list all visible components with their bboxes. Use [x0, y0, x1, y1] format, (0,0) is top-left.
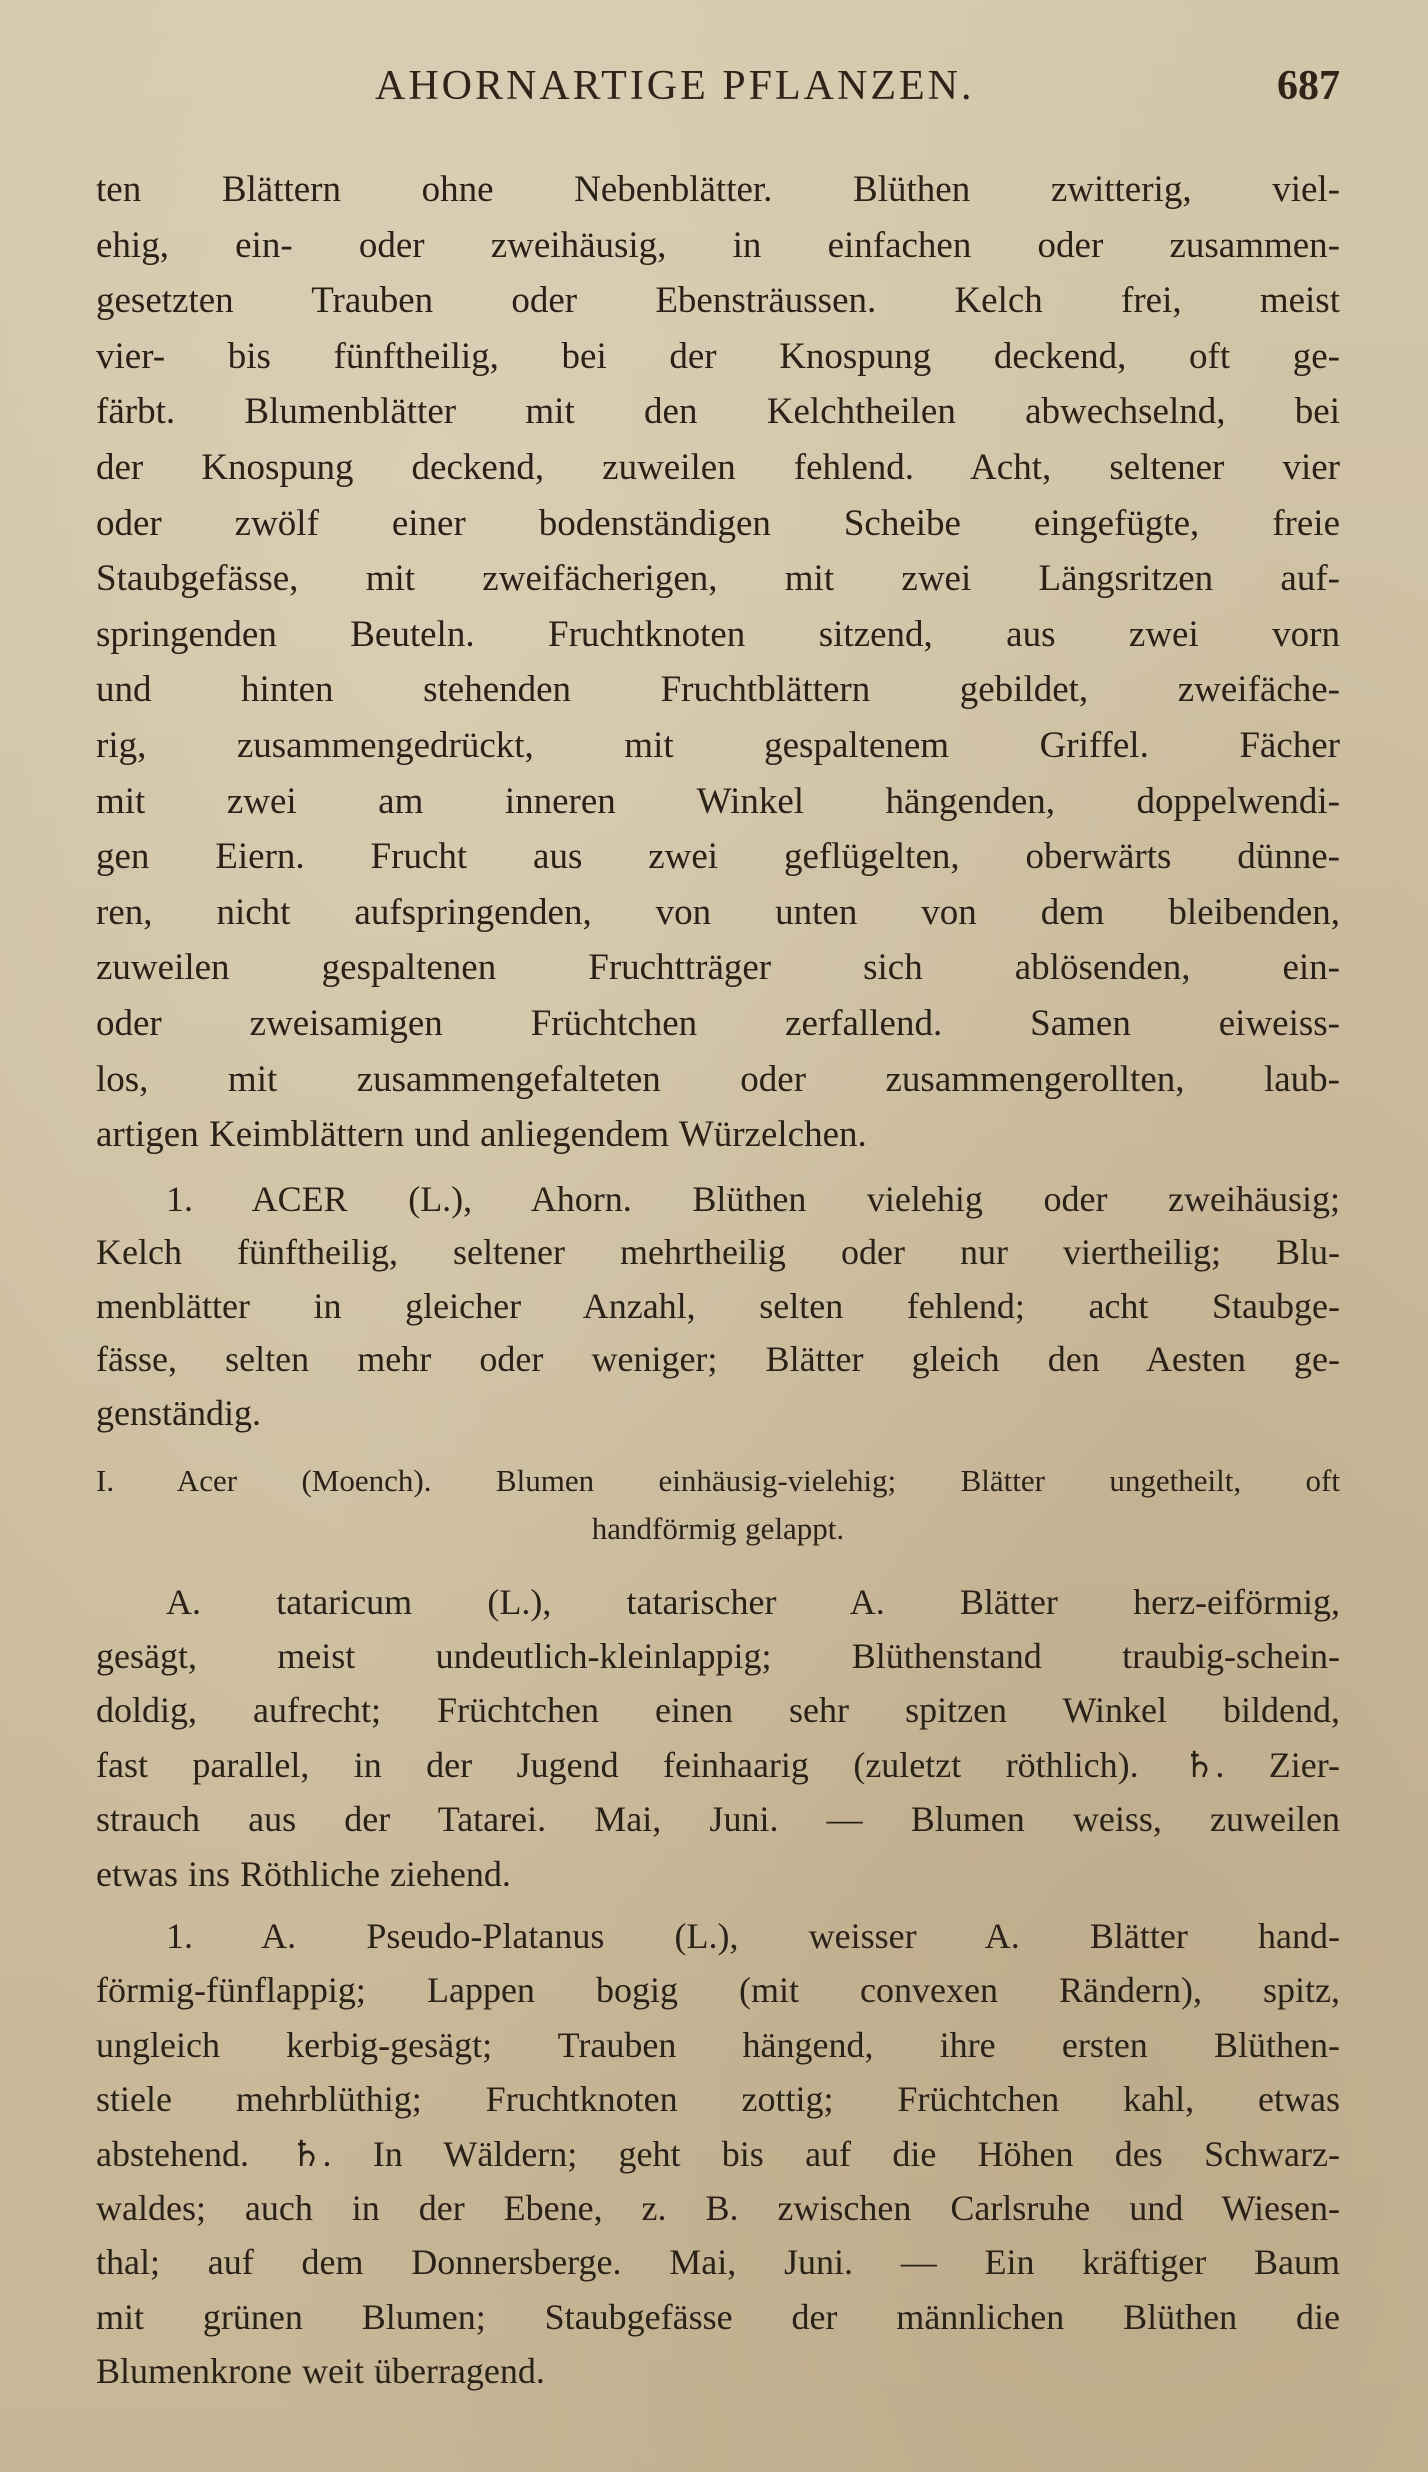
text-line: genständig.	[96, 1393, 261, 1434]
text-line: menblätter in gleicher Anzahl, selten fehlend; acht Staubge-	[96, 1285, 1340, 1326]
text-line: oder zwölf einer bodenständigen Scheibe eingefügte, freie	[96, 502, 1340, 544]
species-pseudo-platanus	[96, 1909, 1340, 2399]
text-line: artigen Keimblättern und anliegendem Würzelchen.	[96, 1114, 867, 1156]
running-title: AHORNARTIGE PFLANZEN.	[375, 63, 975, 109]
subgenus-heading	[96, 1457, 1340, 1553]
text-line: ungleich kerbig-gesägt; Trauben hängend, ihre ersten Blüthen-	[96, 2024, 1340, 2065]
text-line: etwas ins Röthliche ziehend.	[96, 1853, 511, 1894]
genus-acer-description	[96, 1173, 1340, 1441]
text-line: und hinten stehenden Fruchtblättern gebildet, zweifäche-	[96, 669, 1340, 711]
text-line: mit grünen Blumen; Staubgefässe der männlichen Blüthen die	[96, 2296, 1340, 2337]
text-line: Staubgefässe, mit zweifächerigen, mit zwei Längsritzen auf-	[96, 558, 1340, 600]
text-line: waldes; auch in der Ebene, z. B. zwischen Carlsruhe und Wiesen-	[96, 2187, 1340, 2228]
text-line: ten Blättern ohne Nebenblätter. Blüthen zwitterig, viel-	[96, 169, 1340, 210]
text-line: vier- bis fünftheilig, bei der Knospung deckend, oft ge-	[96, 335, 1340, 377]
text-line: ehig, ein- oder zweihäusig, in einfachen oder zusammen-	[96, 224, 1340, 266]
text-line: oder zweisamigen Früchtchen zerfallend. Samen eiweiss-	[96, 1002, 1340, 1044]
text-line: abstehend. ♄. In Wäldern; geht bis auf die Höhen des Schwarz-	[96, 2133, 1340, 2174]
text-line: Kelch fünftheilig, seltener mehrtheilig oder nur viertheilig; Blu-	[96, 1232, 1340, 1273]
text-line: färbt. Blumenblätter mit den Kelchtheilen abwechselnd, bei	[96, 391, 1340, 433]
text-line: fast parallel, in der Jugend feinhaarig (zuletzt röthlich). ♄. Zier-	[96, 1744, 1340, 1785]
text-line: gen Eiern. Frucht aus zwei geflügelten, oberwärts dünne-	[96, 836, 1340, 878]
text-line: doldig, aufrecht; Früchtchen einen sehr spitzen Winkel bildend,	[96, 1690, 1340, 1731]
family-description	[96, 162, 1340, 1163]
text-line: mit zwei am inneren Winkel hängenden, doppelwendi-	[96, 780, 1340, 822]
species-heading-line: 1. A. Pseudo-Platanus (L.), weisser A. Blätter hand-	[166, 1916, 1340, 1956]
text-line: gesägt, meist undeutlich-kleinlappig; Blüthenstand traubig-schein-	[96, 1636, 1340, 1677]
text-line: förmig-fünflappig; Lappen bogig (mit convexen Rändern), spitz,	[96, 1970, 1340, 2011]
subgenus-line: I. Acer (Moench). Blumen einhäusig-vielehig; Blätter ungetheilt, oft	[96, 1462, 1340, 1498]
text-line: springenden Beuteln. Fruchtknoten sitzend, aus zwei vorn	[96, 613, 1340, 655]
text-line: gesetzten Trauben oder Ebensträussen. Kelch frei, meist	[96, 280, 1340, 322]
text-line: thal; auf dem Donnersberge. Mai, Juni. — Ein kräftiger Baum	[96, 2242, 1340, 2283]
text-line: strauch aus der Tatarei. Mai, Juni. — Blumen weiss, zuweilen	[96, 1799, 1340, 1840]
text-line: ren, nicht aufspringenden, von unten von dem bleibenden,	[96, 891, 1340, 933]
text-line: stiele mehrblüthig; Fruchtknoten zottig; Früchtchen kahl, etwas	[96, 2079, 1340, 2120]
text-line: zuweilen gespaltenen Fruchtträger sich ablösenden, ein-	[96, 947, 1340, 989]
species-tataricum	[96, 1575, 1340, 1901]
text-line: los, mit zusammengefalteten oder zusammengerollten, laub-	[96, 1058, 1340, 1100]
page-number: 687	[1277, 63, 1340, 109]
genus-heading-line: 1. ACER (L.), Ahorn. Blüthen vielehig oder zweihäusig;	[166, 1178, 1340, 1219]
text-line: der Knospung deckend, zuweilen fehlend. Acht, seltener vier	[96, 446, 1340, 488]
text-line: rig, zusammengedrückt, mit gespaltenem Griffel. Fächer	[96, 724, 1340, 766]
text-line: fässe, selten mehr oder weniger; Blätter gleich den Aesten ge-	[96, 1339, 1340, 1380]
subgenus-line: handförmig gelappt.	[591, 1510, 845, 1546]
species-heading-line: A. tataricum (L.), tatarischer A. Blätter herz-eiförmig,	[166, 1581, 1340, 1622]
text-line: Blumenkrone weit überragend.	[96, 2351, 545, 2392]
page-header	[90, 62, 1340, 122]
page-body	[96, 162, 1340, 2399]
